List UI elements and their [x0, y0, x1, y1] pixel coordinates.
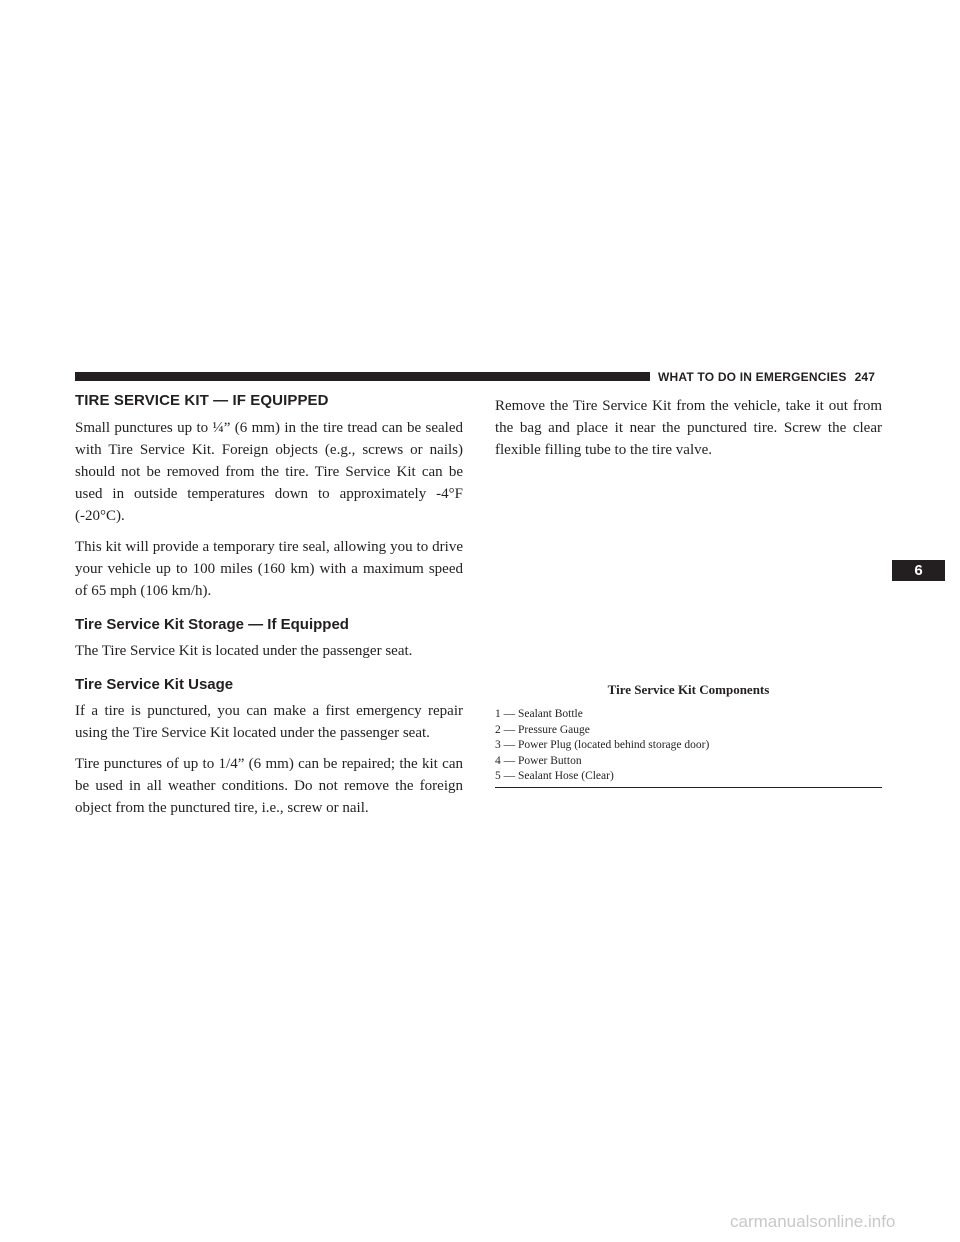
intro-paragraph-2: This kit will provide a temporary tire seal, allowing you to drive your vehicle up to 100 miles (160 km) with a maximum speed of 65 mph (106 km/h). [75, 539, 463, 599]
header-section-title: WHAT TO DO IN EMERGENCIES [658, 370, 847, 384]
legend-item: 5 — Sealant Hose (Clear) [495, 770, 614, 782]
legend-item: 2 — Pressure Gauge [495, 723, 590, 736]
section-title: TIRE SERVICE KIT — IF EQUIPPED [75, 392, 329, 409]
right-paragraph: Remove the Tire Service Kit from the vehicle, take it out from the bag and place it near the punctured tire. Screw the clear flexible filling tube to the tire valve. [495, 398, 882, 458]
figure-legend [495, 707, 882, 788]
usage-heading: Tire Service Kit Usage [75, 676, 234, 693]
chapter-tab: 6 [892, 560, 945, 581]
storage-heading: Tire Service Kit Storage — If Equipped [75, 616, 349, 633]
figure-caption: Tire Service Kit Components [607, 682, 770, 697]
figure-placeholder [495, 470, 882, 670]
page-number: 247 [854, 370, 876, 384]
watermark: carmanualsonline.info [730, 1212, 896, 1231]
header-rule-bar [75, 372, 650, 381]
legend-item: 4 — Power Button [495, 754, 582, 767]
usage-paragraph-1: If a tire is punctured, you can make a first emergency repair using the Tire Service Kit located under the passenger seat. [75, 703, 463, 741]
intro-paragraph-1: Small punctures up to ¼” (6 mm) in the tire tread can be sealed with Tire Service Kit. Foreign objects (e.g., screws or nails) should not be removed from the tire. Tire Service Kit can be used in outside temperatures down to approximately -4°F (-20°C). [75, 420, 463, 524]
usage-paragraph-2: Tire punctures of up to 1/4” (6 mm) can be repaired; the kit can be used in all weather conditions. Do not remove the foreign object from the punctured tire, i.e., screw or nail. [75, 756, 463, 816]
storage-paragraph: The Tire Service Kit is located under the passenger seat. [75, 643, 413, 659]
left-column [75, 392, 463, 828]
legend-item: 3 — Power Plug (located behind storage door) [495, 739, 710, 751]
legend-item: 1 — Sealant Bottle [495, 708, 583, 720]
running-header [658, 370, 888, 384]
right-column [495, 395, 882, 470]
